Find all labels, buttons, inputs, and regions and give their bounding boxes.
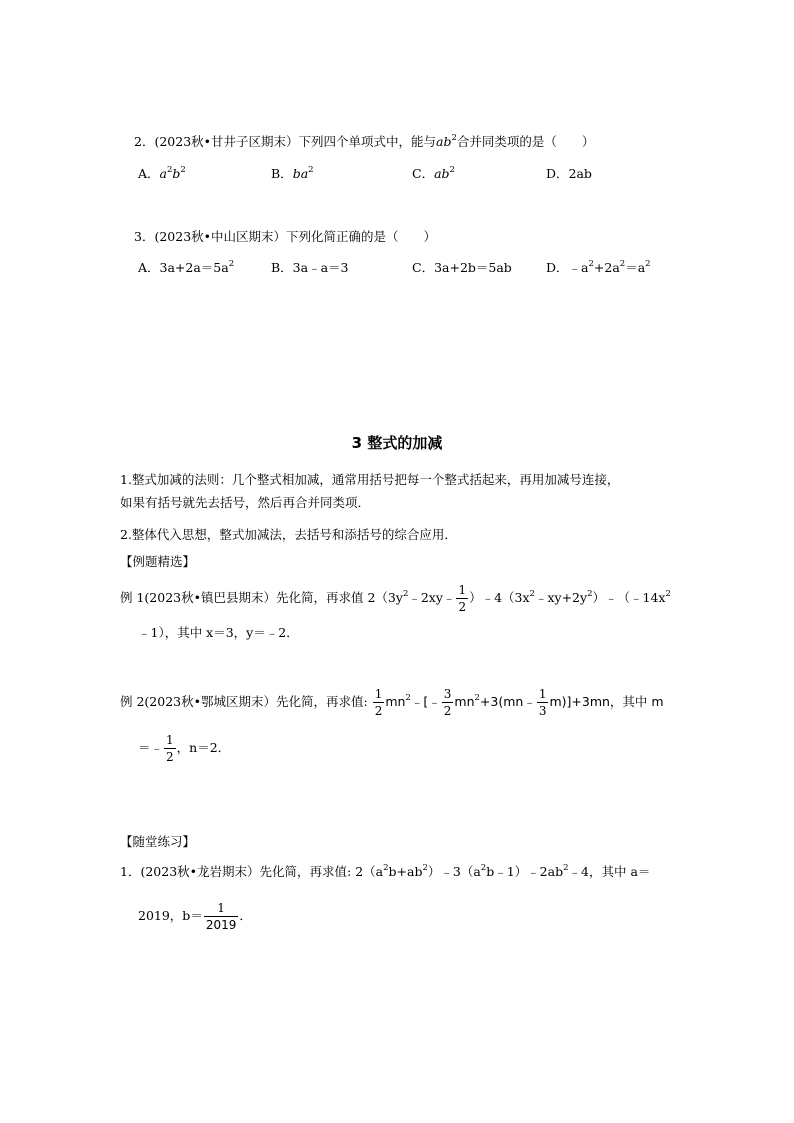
- fraction-4: $\frac{1}{2}$: [166, 733, 174, 764]
- rule-1-line-2: 如果有括号就先去括号，然后再合并同类项．: [120, 495, 371, 510]
- rule-2: 2.整体代入思想，整式加减法，去括号和添括号的综合应用．: [120, 527, 457, 542]
- question-2-stem: 2．(2023秋•甘井子区期末）下列四个单项式中，能与$ab^2$合并同类项的是（ ）: [134, 133, 595, 149]
- question-2-option-d: D．2ab: [546, 166, 592, 181]
- fraction-1-over-2019: $\frac{1}{2019}$: [205, 901, 237, 932]
- section-title: 3 整式的加减: [351, 434, 443, 452]
- practice-1-line-1: 1．(2023秋•龙岩期末）先化简，再求值: $2(a^2b+ab^2)﹣3(a^2b﹣1)﹣2ab^2﹣4$，其中 a＝: [120, 863, 651, 879]
- practice-header: 【随堂练习】: [120, 834, 196, 849]
- fraction-one-half: $\frac{1}{2}$: [458, 583, 467, 614]
- question-2-option-b: B．$ba^2$: [271, 165, 314, 181]
- examples-header: 【例题精选】: [120, 554, 196, 569]
- fraction-1: $\frac{1}{2}$: [374, 687, 383, 718]
- question-3-option-b: B．3a﹣a＝3: [271, 260, 349, 275]
- rule-1-line-1: 1.整式加减的法则：几个整式相加减，通常用括号把每一个整式括起来，再用加减号连接，: [120, 472, 620, 487]
- fraction-2: $\frac{3}{2}$: [443, 687, 452, 718]
- example-1-line-2: ﹣1），其中 x＝3，y＝﹣2．: [138, 625, 299, 640]
- question-3-option-a: A．$3a+2a=5a^2$: [138, 259, 235, 275]
- question-2-option-c: C．$ab^2$: [412, 165, 455, 181]
- question-3-option-c: C．3a+2b＝5ab: [412, 260, 512, 275]
- question-2-option-a: A．$a^2b^2$: [138, 165, 186, 181]
- example-2-line-1: 例 2(2023秋•鄂城区期末）先化简，再求值: $\frac{1}{2}$ $mn^2﹣[﹣$ $\frac{3}{2}$ $mn^2+3(mn﹣$ $\frac{1}{3}$ m)]+3mn，其中 m: [120, 687, 664, 718]
- question-3-option-d: D．$﹣a^2+2a^2=a^2$: [546, 259, 651, 275]
- fraction-3: $\frac{1}{3}$: [538, 687, 547, 718]
- practice-1-line-2: 2019，b＝ $\frac{1}{2019}$ ．: [138, 901, 252, 932]
- example-2-line-2: ＝﹣ $\frac{1}{2}$ ，n＝2．: [138, 733, 231, 764]
- question-3-stem: 3．(2023秋•中山区期末）下列化简正确的是（ ）: [134, 229, 437, 244]
- example-1-line-1: 例 1(2023秋•镇巴县期末）先化简，再求值 $2(3y^2﹣2xy﹣$ $\frac{1}{2}$ ）$﹣4(3x^2﹣xy+2y^2)﹣(﹣14x^2$: [120, 583, 671, 614]
